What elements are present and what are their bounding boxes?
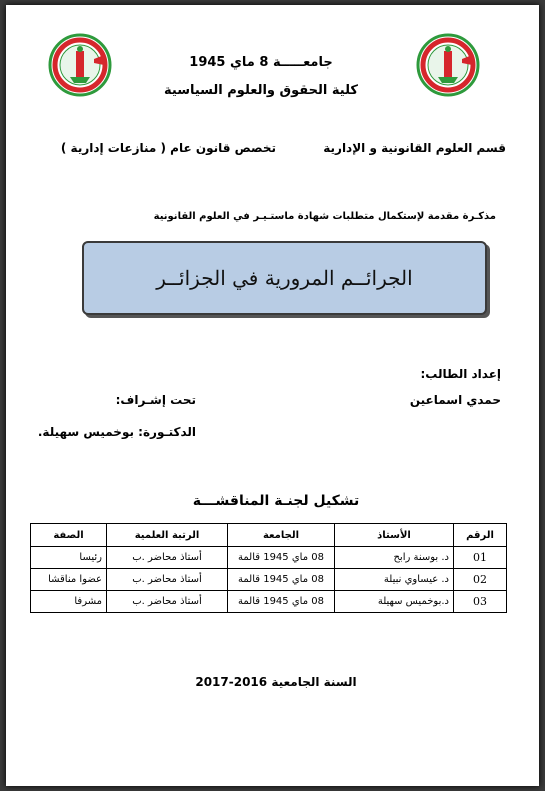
rank-cell: أستاذ محاضر .ب xyxy=(107,569,228,591)
row-number: 03 xyxy=(454,591,507,613)
university-seal-icon xyxy=(48,33,112,97)
professor-name: د. بوسنة رابح xyxy=(335,547,454,569)
memo-subtitle: مذكـرة مقدمة لإستكمال متطلبات شهادة ماستـيـر في العلوم القانونية xyxy=(153,211,496,222)
supervision-label: تحت إشـراف: xyxy=(115,393,196,407)
table-header-row xyxy=(31,524,507,547)
column-header-rank: الرتبة العلمية xyxy=(107,524,228,547)
professor-name: د. عيساوي نبيلة xyxy=(335,569,454,591)
table-row xyxy=(31,569,507,591)
column-header-role: الصفة xyxy=(31,524,107,547)
university-logo-left xyxy=(48,33,112,97)
memo-title-box xyxy=(82,241,487,315)
university-cell: 08 ماي 1945 قالمة xyxy=(228,547,335,569)
prepared-by-label: إعداد الطالب: xyxy=(420,367,501,381)
rank-cell: أستاذ محاضر .ب xyxy=(107,547,228,569)
student-name: حمدي اسماعين xyxy=(409,393,501,407)
faculty-name: كلية الحقوق والعلوم السياسية xyxy=(164,83,358,98)
university-cell: 08 ماي 1945 قالمة xyxy=(228,591,335,613)
table-row xyxy=(31,547,507,569)
role-cell: رئيسا xyxy=(31,547,107,569)
committee-table xyxy=(30,523,507,613)
university-name: جامعـــــة 8 ماي 1945 xyxy=(189,55,333,70)
column-header-university: الجامعة xyxy=(228,524,335,547)
professor-name: د.بوخميس سهيلة xyxy=(335,591,454,613)
column-header-professor: الأستاذ xyxy=(335,524,454,547)
specialty-name: تخصص قانون عام ( منازعات إدارية ) xyxy=(60,141,276,155)
table-row xyxy=(31,591,507,613)
committee-heading: تشكيل لجنـة المناقشـــة xyxy=(192,493,360,509)
memo-title: الجرائــم المرورية في الجزائــر xyxy=(156,266,413,290)
document-page xyxy=(6,5,539,786)
university-cell: 08 ماي 1945 قالمة xyxy=(228,569,335,591)
role-cell: مشرفا xyxy=(31,591,107,613)
rank-cell: أستاذ محاضر .ب xyxy=(107,591,228,613)
column-header-number: الرقم xyxy=(454,524,507,547)
university-seal-icon xyxy=(416,33,480,97)
role-cell: عضوا مناقشا xyxy=(31,569,107,591)
supervisor-name: الدكتـورة: بوخميس سهيلة. xyxy=(37,425,196,439)
department-name: قسم العلوم القانونية و الإدارية xyxy=(323,141,506,155)
row-number: 02 xyxy=(454,569,507,591)
row-number: 01 xyxy=(454,547,507,569)
academic-year: السنة الجامعية 2016-2017 xyxy=(195,675,357,689)
university-logo-right xyxy=(416,33,480,97)
